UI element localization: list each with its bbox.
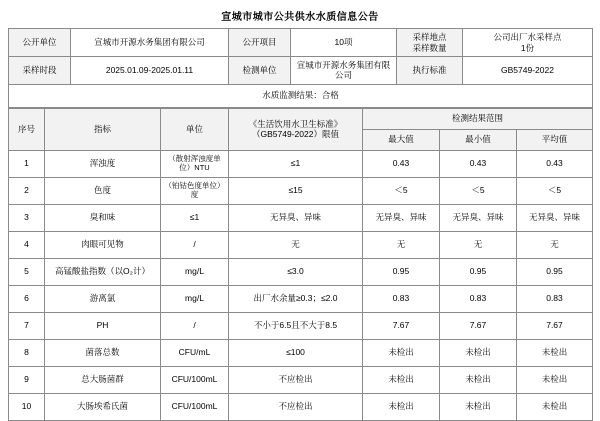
info-label-period: 采样时段 xyxy=(9,57,71,85)
cell-unit: CFU/100mL xyxy=(161,367,229,394)
cell-avg: 无 xyxy=(517,232,593,259)
table-row xyxy=(9,340,593,367)
info-row-2 xyxy=(9,57,593,85)
info-row-conclusion xyxy=(9,85,593,108)
cell-indicator: PH xyxy=(45,313,161,340)
cell-min: 无 xyxy=(440,232,517,259)
info-value-publisher: 宣城市开源水务集团有限公司 xyxy=(71,29,229,57)
cell-max: 未检出 xyxy=(363,340,440,367)
cell-min: 未检出 xyxy=(440,367,517,394)
cell-indicator: 总大肠菌群 xyxy=(45,367,161,394)
table-row xyxy=(9,205,593,232)
cell-indicator: 游离氯 xyxy=(45,286,161,313)
conclusion-text: 水质监测结果：合格 xyxy=(9,85,593,108)
cell-limit: 无异臭、异味 xyxy=(229,205,363,232)
info-label-lab: 检测单位 xyxy=(229,57,291,85)
col-header-index: 序号 xyxy=(9,109,45,151)
cell-unit: / xyxy=(161,313,229,340)
table-row xyxy=(9,259,593,286)
cell-max: 未检出 xyxy=(363,394,440,421)
cell-avg: 0.95 xyxy=(517,259,593,286)
table-row xyxy=(9,313,593,340)
cell-unit: （散射浑浊度单位）NTU xyxy=(161,151,229,178)
cell-avg: 未检出 xyxy=(517,340,593,367)
table-row xyxy=(9,151,593,178)
info-value-lab: 宣城市开源水务集团有限公司 xyxy=(291,57,397,85)
cell-index: 2 xyxy=(9,178,45,205)
col-header-min: 最小值 xyxy=(440,130,517,151)
cell-limit: 不应检出 xyxy=(229,367,363,394)
cell-unit: （铂钴色度单位）度 xyxy=(161,178,229,205)
col-header-unit: 单位 xyxy=(161,109,229,151)
cell-avg: 0.83 xyxy=(517,286,593,313)
cell-avg: 未检出 xyxy=(517,394,593,421)
cell-unit: CFU/100mL xyxy=(161,394,229,421)
table-row xyxy=(9,394,593,421)
cell-avg: 无异臭、异味 xyxy=(517,205,593,232)
col-header-limit-line2: （GB5749-2022）限值 xyxy=(252,128,339,139)
page-title: 宣城市城市公共供水水质信息公告 xyxy=(221,12,379,23)
cell-indicator: 菌落总数 xyxy=(45,340,161,367)
col-header-max: 最大值 xyxy=(363,130,440,151)
cell-max: 无异臭、异味 xyxy=(363,205,440,232)
cell-unit: CFU/mL xyxy=(161,340,229,367)
info-table xyxy=(8,28,593,108)
cell-indicator: 肉眼可见物 xyxy=(45,232,161,259)
cell-min: 7.67 xyxy=(440,313,517,340)
cell-max: 0.43 xyxy=(363,151,440,178)
cell-limit: 不小于6.5且不大于8.5 xyxy=(229,313,363,340)
cell-index: 10 xyxy=(9,394,45,421)
cell-min: 未检出 xyxy=(440,394,517,421)
col-header-limit xyxy=(229,109,363,151)
cell-avg: ＜5 xyxy=(517,178,593,205)
cell-avg: 未检出 xyxy=(517,367,593,394)
cell-limit: 不应检出 xyxy=(229,394,363,421)
col-header-range-group: 检测结果范围 xyxy=(363,109,593,130)
info-value-sampling: 公司出厂水采样点 1份 xyxy=(463,29,593,57)
cell-min: 未检出 xyxy=(440,340,517,367)
cell-index: 4 xyxy=(9,232,45,259)
cell-unit: ≤1 xyxy=(161,205,229,232)
cell-min: 0.95 xyxy=(440,259,517,286)
info-label-project: 公开项目 xyxy=(229,29,291,57)
info-label-sampling: 采样地点 采样数量 xyxy=(397,29,463,57)
cell-max: 0.95 xyxy=(363,259,440,286)
cell-indicator: 大肠埃希氏菌 xyxy=(45,394,161,421)
info-value-standard: GB5749-2022 xyxy=(463,57,593,85)
cell-index: 9 xyxy=(9,367,45,394)
cell-index: 1 xyxy=(9,151,45,178)
cell-min: 0.43 xyxy=(440,151,517,178)
cell-avg: 7.67 xyxy=(517,313,593,340)
cell-limit: ≤100 xyxy=(229,340,363,367)
cell-avg: 0.43 xyxy=(517,151,593,178)
cell-max: 未检出 xyxy=(363,367,440,394)
table-row xyxy=(9,286,593,313)
cell-index: 3 xyxy=(9,205,45,232)
info-row-1 xyxy=(9,29,593,57)
cell-limit: 无 xyxy=(229,232,363,259)
info-value-project: 10项 xyxy=(291,29,397,57)
cell-index: 8 xyxy=(9,340,45,367)
cell-min: 0.83 xyxy=(440,286,517,313)
table-row xyxy=(9,232,593,259)
results-table xyxy=(8,108,593,421)
cell-index: 6 xyxy=(9,286,45,313)
cell-limit: ≤1 xyxy=(229,151,363,178)
cell-unit: / xyxy=(161,232,229,259)
cell-indicator: 高锰酸盐指数（以O₂计） xyxy=(45,259,161,286)
cell-max: 0.83 xyxy=(363,286,440,313)
cell-limit: ≤15 xyxy=(229,178,363,205)
info-value-period: 2025.01.09-2025.01.11 xyxy=(71,57,229,85)
cell-indicator: 臭和味 xyxy=(45,205,161,232)
table-row xyxy=(9,178,593,205)
cell-min: 无异臭、异味 xyxy=(440,205,517,232)
cell-limit: ≤3.0 xyxy=(229,259,363,286)
cell-limit: 出厂水余量≥0.3；≤2.0 xyxy=(229,286,363,313)
cell-min: ＜5 xyxy=(440,178,517,205)
col-header-limit-line1: 《生活饮用水卫生标准》 xyxy=(248,118,343,129)
cell-unit: mg/L xyxy=(161,286,229,313)
col-header-avg: 平均值 xyxy=(517,130,593,151)
cell-indicator: 色度 xyxy=(45,178,161,205)
cell-index: 7 xyxy=(9,313,45,340)
table-row xyxy=(9,367,593,394)
cell-indicator: 浑浊度 xyxy=(45,151,161,178)
cell-max: 7.67 xyxy=(363,313,440,340)
results-header-row-1 xyxy=(9,109,593,130)
col-header-indicator: 指标 xyxy=(45,109,161,151)
cell-max: ＜5 xyxy=(363,178,440,205)
info-label-standard: 执行标准 xyxy=(397,57,463,85)
info-label-publisher: 公开单位 xyxy=(9,29,71,57)
cell-index: 5 xyxy=(9,259,45,286)
cell-max: 无 xyxy=(363,232,440,259)
cell-unit: mg/L xyxy=(161,259,229,286)
